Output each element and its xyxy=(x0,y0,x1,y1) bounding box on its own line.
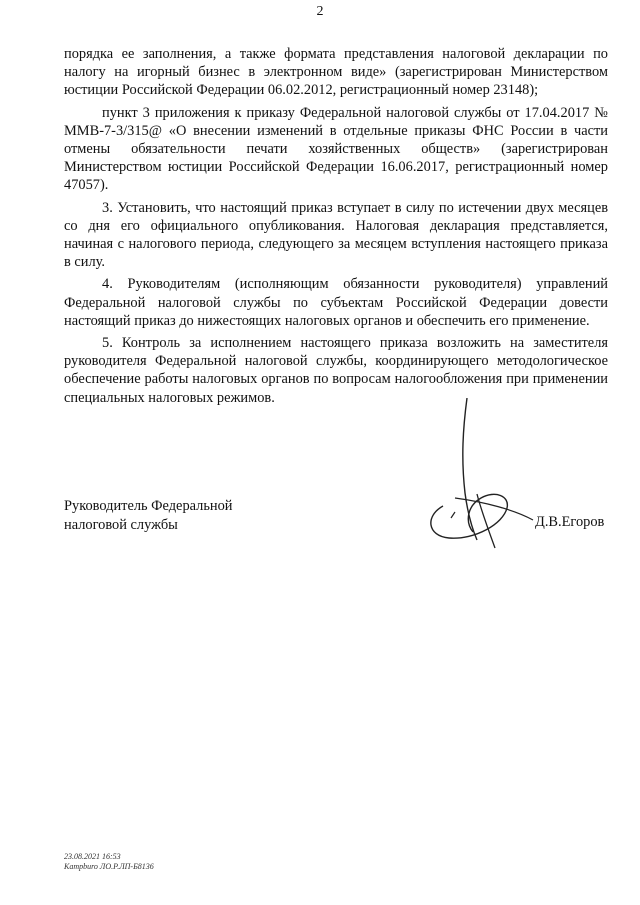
signatory-position-line1: Руководитель Федеральной xyxy=(64,498,233,514)
handwritten-signature-icon xyxy=(415,398,555,558)
footer-stamp xyxy=(64,852,154,872)
paragraph-clause-3: 3. Установить, что настоящий приказ вступает в силу по истечении двух месяцев со дня его официального опубликования. Налоговая декларация представляется, начиная с налогового периода, следующего за месяцем вступления настоящего приказа в силу. xyxy=(64,199,608,271)
paragraph-item-point-3: пункт 3 приложения к приказу Федеральной налоговой службы от 17.04.2017 № ММВ-7-3/315@ «О внесении изменений в отдельные приказы ФНС России в части отмены обязательности печати хозяйственных обществ» (зарегистрирован Министерством юстиции Российской Федерации 16.06.2017, регистрационный номер 47057). xyxy=(64,104,608,194)
signatory-position xyxy=(64,497,233,535)
document-body xyxy=(64,45,608,411)
paragraph-clause-4: 4. Руководителям (исполняющим обязанности руководителя) управлений Федеральной налоговой службы по субъектам Российской Федерации довести настоящий приказ до нижестоящих налоговых органов и обеспечить его применение. xyxy=(64,276,608,329)
footer-reference: Kampburo ЛО.Р.ЛП-Б8136 xyxy=(64,862,154,871)
paragraph-clause-5: 5. Контроль за исполнением настоящего приказа возложить на заместителя руководителя Федеральной налоговой службы, координирующего методологическое обеспечение работы налоговых органов по вопросам налогообложения при применении специальных налоговых режимов. xyxy=(64,335,608,406)
paragraph-continuation: порядка ее заполнения, а также формата представления налоговой декларации по налогу на игорный бизнес в электронном виде» (зарегистрирован Министерством юстиции Российской Федерации 06.02.2012, регистрационный номер 23148); xyxy=(64,46,608,99)
signatory-position-line2: налоговой службы xyxy=(64,517,178,533)
footer-timestamp: 23.08.2021 16:53 xyxy=(64,852,121,861)
page-number: 2 xyxy=(316,4,324,19)
signatory-name: Д.В.Егоров xyxy=(535,514,605,530)
